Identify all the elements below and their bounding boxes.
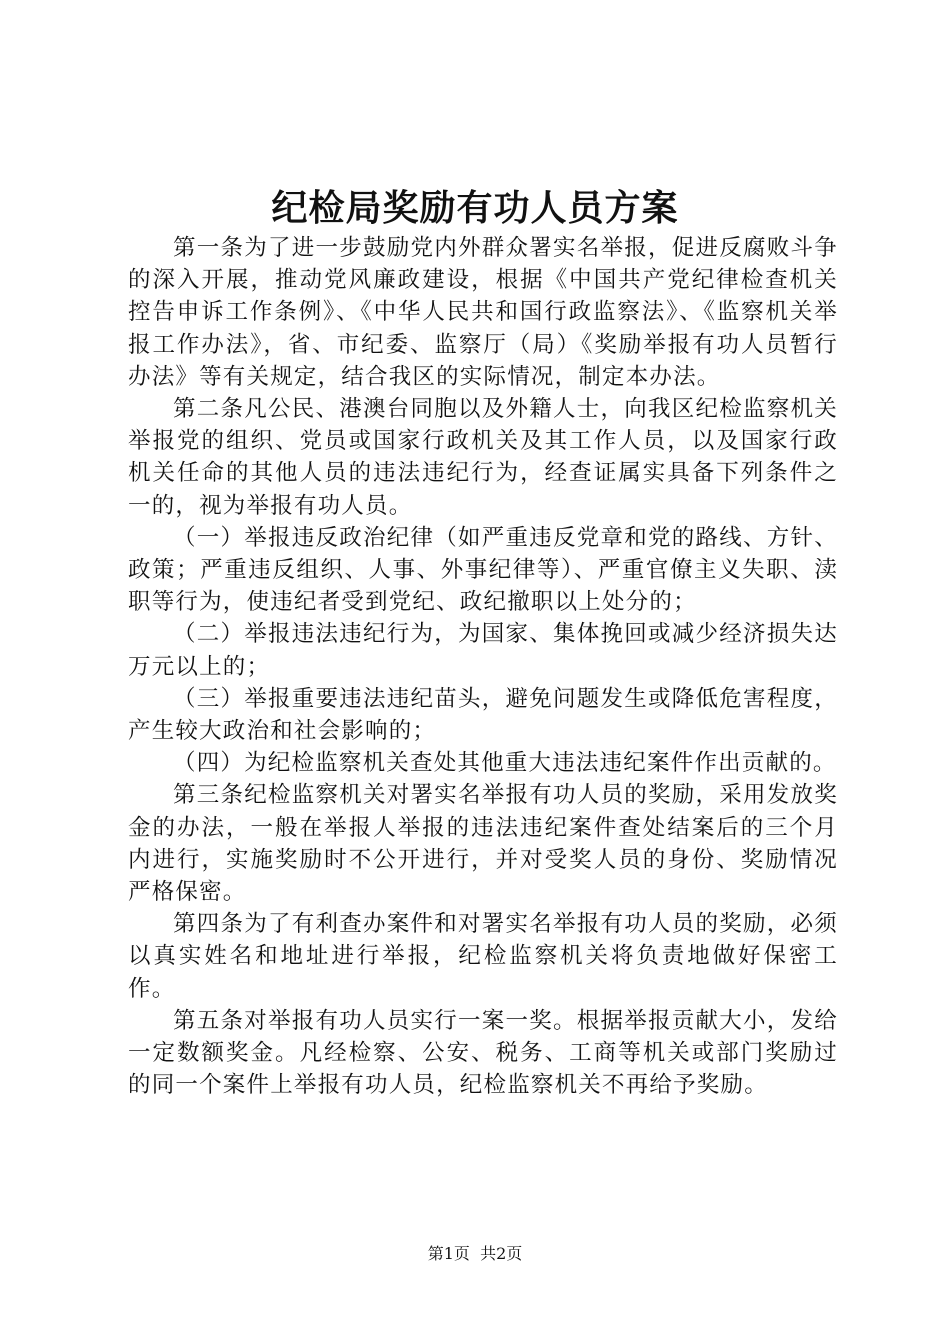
footer-spacer [470, 1244, 480, 1263]
page-total: 共2页 [480, 1244, 523, 1263]
article-1-paragraph: 第一条为了进一步鼓励党内外群众署实名举报，促进反腐败斗争的深入开展，推动党风廉政建设，根据《中国共产党纪律检查机关控告申诉工作条例》、《中华人民共和国行政监察法》、《监察机关举报工作办法》，省、市纪委、监察厅（局）《奖励举报有功人员暂行办法》等有关规定，结合我区的实际情况，制定本办法。 [128, 235, 838, 390]
condition-1-paragraph: （一）举报违反政治纪律（如严重违反党章和党的路线、方针、政策；严重违反组织、人事、外事纪律等）、严重官僚主义失职、渎职等行为，使违纪者受到党纪、政纪撤职以上处分的； [128, 524, 838, 616]
condition-4-paragraph: （四）为纪检监察机关查处其他重大违法违纪案件作出贡献的。 [173, 750, 837, 777]
article-4-paragraph: 第四条为了有利查办案件和对署实名举报有功人员的奖励，必须以真实姓名和地址进行举报，纪检监察机关将负责地做好保密工作。 [128, 911, 838, 1002]
article-2-paragraph: 第二条凡公民、港澳台同胞以及外籍人士，向我区纪检监察机关举报党的组织、党员或国家行政机关及其工作人员，以及国家行政机关任命的其他人员的违法违纪行为，经查证属实具备下列条件之一的，视为举报有功人员。 [128, 396, 838, 519]
article-3-paragraph: 第三条纪检监察机关对署实名举报有功人员的奖励，采用发放奖金的办法，一般在举报人举报的违法违纪案件查处结案后的三个月内进行，实施奖励时不公开进行，并对受奖人员的身份、奖励情况严格保密。 [128, 782, 838, 906]
document-title: 纪检局奖励有功人员方案 [271, 187, 679, 229]
article-5-paragraph: 第五条对举报有功人员实行一案一奖。根据举报贡献大小，发给一定数额奖金。凡经检察、公安、税务、工商等机关或部门奖励过的同一个案件上举报有功人员，纪检监察机关不再给予奖励。 [128, 1007, 838, 1099]
page-footer [0, 1242, 950, 1266]
document-body [128, 232, 838, 1101]
page-number: 第1页 [427, 1244, 470, 1263]
condition-3-paragraph: （三）举报重要违法违纪苗头，避免问题发生或降低危害程度，产生较大政治和社会影响的； [128, 685, 838, 745]
condition-2-paragraph: （二）举报违法违纪行为，为国家、集体挽回或减少经济损失达万元以上的； [128, 621, 838, 680]
